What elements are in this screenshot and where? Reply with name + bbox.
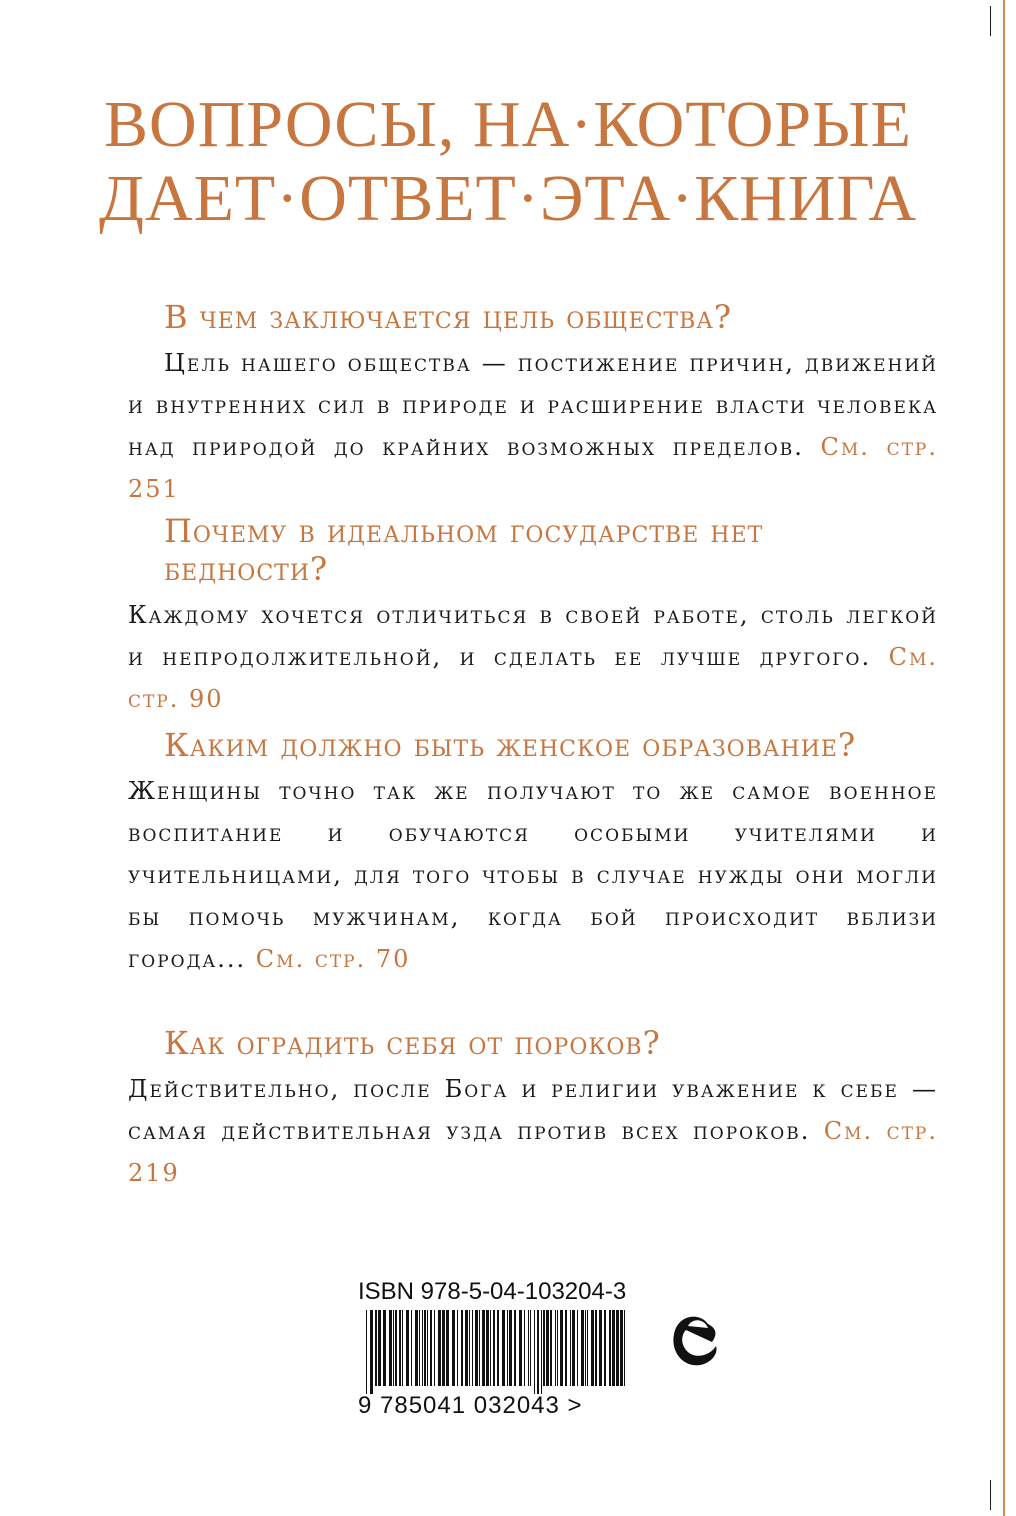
barcode-bar [585, 1310, 586, 1386]
barcode-bar [422, 1310, 423, 1386]
qa-block-2 [128, 512, 938, 720]
answer-4-text: Действительно, после Бога и религии уважение к себе — самая действительная узда против всех пороков. [128, 1075, 938, 1145]
barcode-bar [438, 1310, 441, 1386]
answer-3-text: Женщины точно так же получают то же самое военное воспитание и обучаются особыми учителями и учительницами, для того чтобы в случае нужды они могли бы помочь мужчинам, когда бой происходит вблизи города... [128, 777, 938, 973]
barcode-bar [446, 1310, 449, 1386]
barcode-bar [399, 1310, 401, 1386]
publisher-logo-icon [664, 1300, 724, 1380]
barcode-bar [543, 1310, 545, 1386]
barcode-bar [507, 1310, 508, 1386]
qa-block-4 [128, 1024, 938, 1194]
barcode-bar [389, 1310, 392, 1386]
answer-3 [128, 770, 938, 980]
barcode-bar [486, 1310, 489, 1386]
barcode-bar [424, 1310, 426, 1386]
crop-mark-bottom [990, 1480, 991, 1510]
barcode-bar [430, 1310, 432, 1386]
barcode-bar [595, 1310, 597, 1386]
barcode-bar [577, 1310, 578, 1386]
barcode-bar [375, 1310, 377, 1386]
barcode-bar [475, 1310, 478, 1386]
barcode-bar [469, 1310, 470, 1386]
barcode-bar [461, 1310, 463, 1386]
barcode-bar [599, 1310, 602, 1386]
answer-2 [128, 594, 938, 720]
barcode-bar [366, 1310, 367, 1394]
page-ref-3: См. стр. 70 [255, 945, 411, 973]
barcode-bar [537, 1310, 539, 1394]
barcode-bar [560, 1310, 563, 1386]
barcode-bar [406, 1310, 409, 1386]
barcode-bar [591, 1310, 594, 1386]
barcode-bar [378, 1310, 381, 1386]
answer-2-text: Каждому хочется отличиться в своей работе, столь легкой и непродолжительной, и сделать ее лучше другого. [128, 601, 938, 671]
barcode-bar [565, 1310, 567, 1386]
barcode-bar [530, 1310, 531, 1386]
barcode-bar [402, 1310, 403, 1386]
barcode-bar [479, 1310, 480, 1386]
barcode-bar [493, 1310, 495, 1386]
barcode-bar [572, 1310, 575, 1386]
barcode-bar [482, 1310, 485, 1386]
barcode-bar [502, 1310, 505, 1386]
barcode-bar [457, 1310, 458, 1386]
barcode-bar [534, 1310, 535, 1394]
barcode-bar [557, 1310, 558, 1386]
barcode-bar [616, 1310, 619, 1386]
page-title-line-1: ВОПРОСЫ, НА·КОТОРЫЕ [104, 88, 912, 161]
barcode-bar [427, 1310, 428, 1386]
barcode-bar [465, 1310, 468, 1386]
barcode-bar [490, 1310, 491, 1386]
page-ref-1: См. стр. 251 [128, 433, 938, 503]
answer-1-text: Цель нашего общества — постижение причин, движений и внутренних сил в природе и расширение власти человека над природой до крайних возможных пределов. [128, 349, 938, 461]
page-title-line-2: ДАЕТ·ОТВЕТ·ЭТА·КНИГА [98, 162, 918, 235]
barcode-icon [358, 1310, 648, 1394]
barcode-bar [395, 1310, 397, 1386]
question-2: Почему в идеальном государстве нет бедности? [164, 512, 764, 588]
barcode-bar [528, 1310, 529, 1386]
barcode-bar [519, 1310, 522, 1386]
barcode-bar [411, 1310, 412, 1386]
barcode-bar [419, 1310, 420, 1386]
crop-mark-top [990, 6, 991, 36]
barcode-bar [609, 1310, 611, 1386]
question-4: Как оградить себя от пороков? [164, 1024, 661, 1062]
barcode-bar [604, 1310, 606, 1386]
question-3: Каким должно быть женское образование? [164, 726, 857, 764]
barcode-bar [581, 1310, 584, 1386]
barcode-bar [546, 1310, 549, 1386]
barcode-bar [550, 1310, 552, 1386]
barcode-bar [509, 1310, 512, 1386]
question-1: В чем заключается цель общества? [164, 298, 733, 336]
barcode-bar [370, 1310, 373, 1394]
qa-block-3 [128, 726, 938, 980]
barcode-bar [524, 1310, 525, 1386]
barcode-bar [620, 1310, 623, 1386]
barcode-bar [555, 1310, 556, 1386]
barcode-bar [587, 1310, 588, 1386]
qa-block-1 [128, 298, 938, 510]
barcode-bar [570, 1310, 571, 1386]
page-ref-4: См. стр. 219 [128, 1117, 938, 1187]
barcode-bar [393, 1310, 394, 1386]
barcode-bar [514, 1310, 516, 1386]
barcode-bar [624, 1310, 625, 1386]
answer-4 [128, 1068, 938, 1194]
barcode-bar [497, 1310, 499, 1386]
barcode-bar [442, 1310, 445, 1386]
barcode-bar [415, 1310, 418, 1386]
isbn-block [358, 1278, 648, 1420]
barcode-bar [452, 1310, 455, 1386]
barcode-digits: 9 785041 032043 > [358, 1392, 583, 1419]
page-ref-2: См. стр. 90 [128, 643, 938, 713]
barcode-bar [383, 1310, 386, 1386]
answer-1 [128, 342, 938, 510]
page-title [0, 88, 1016, 236]
barcode-bar [434, 1310, 435, 1386]
barcode-bar [612, 1310, 615, 1386]
isbn-label: ISBN 978-5-04-103204-3 [358, 1278, 627, 1305]
barcode-bar [472, 1310, 473, 1386]
barcode-bar [541, 1310, 542, 1394]
